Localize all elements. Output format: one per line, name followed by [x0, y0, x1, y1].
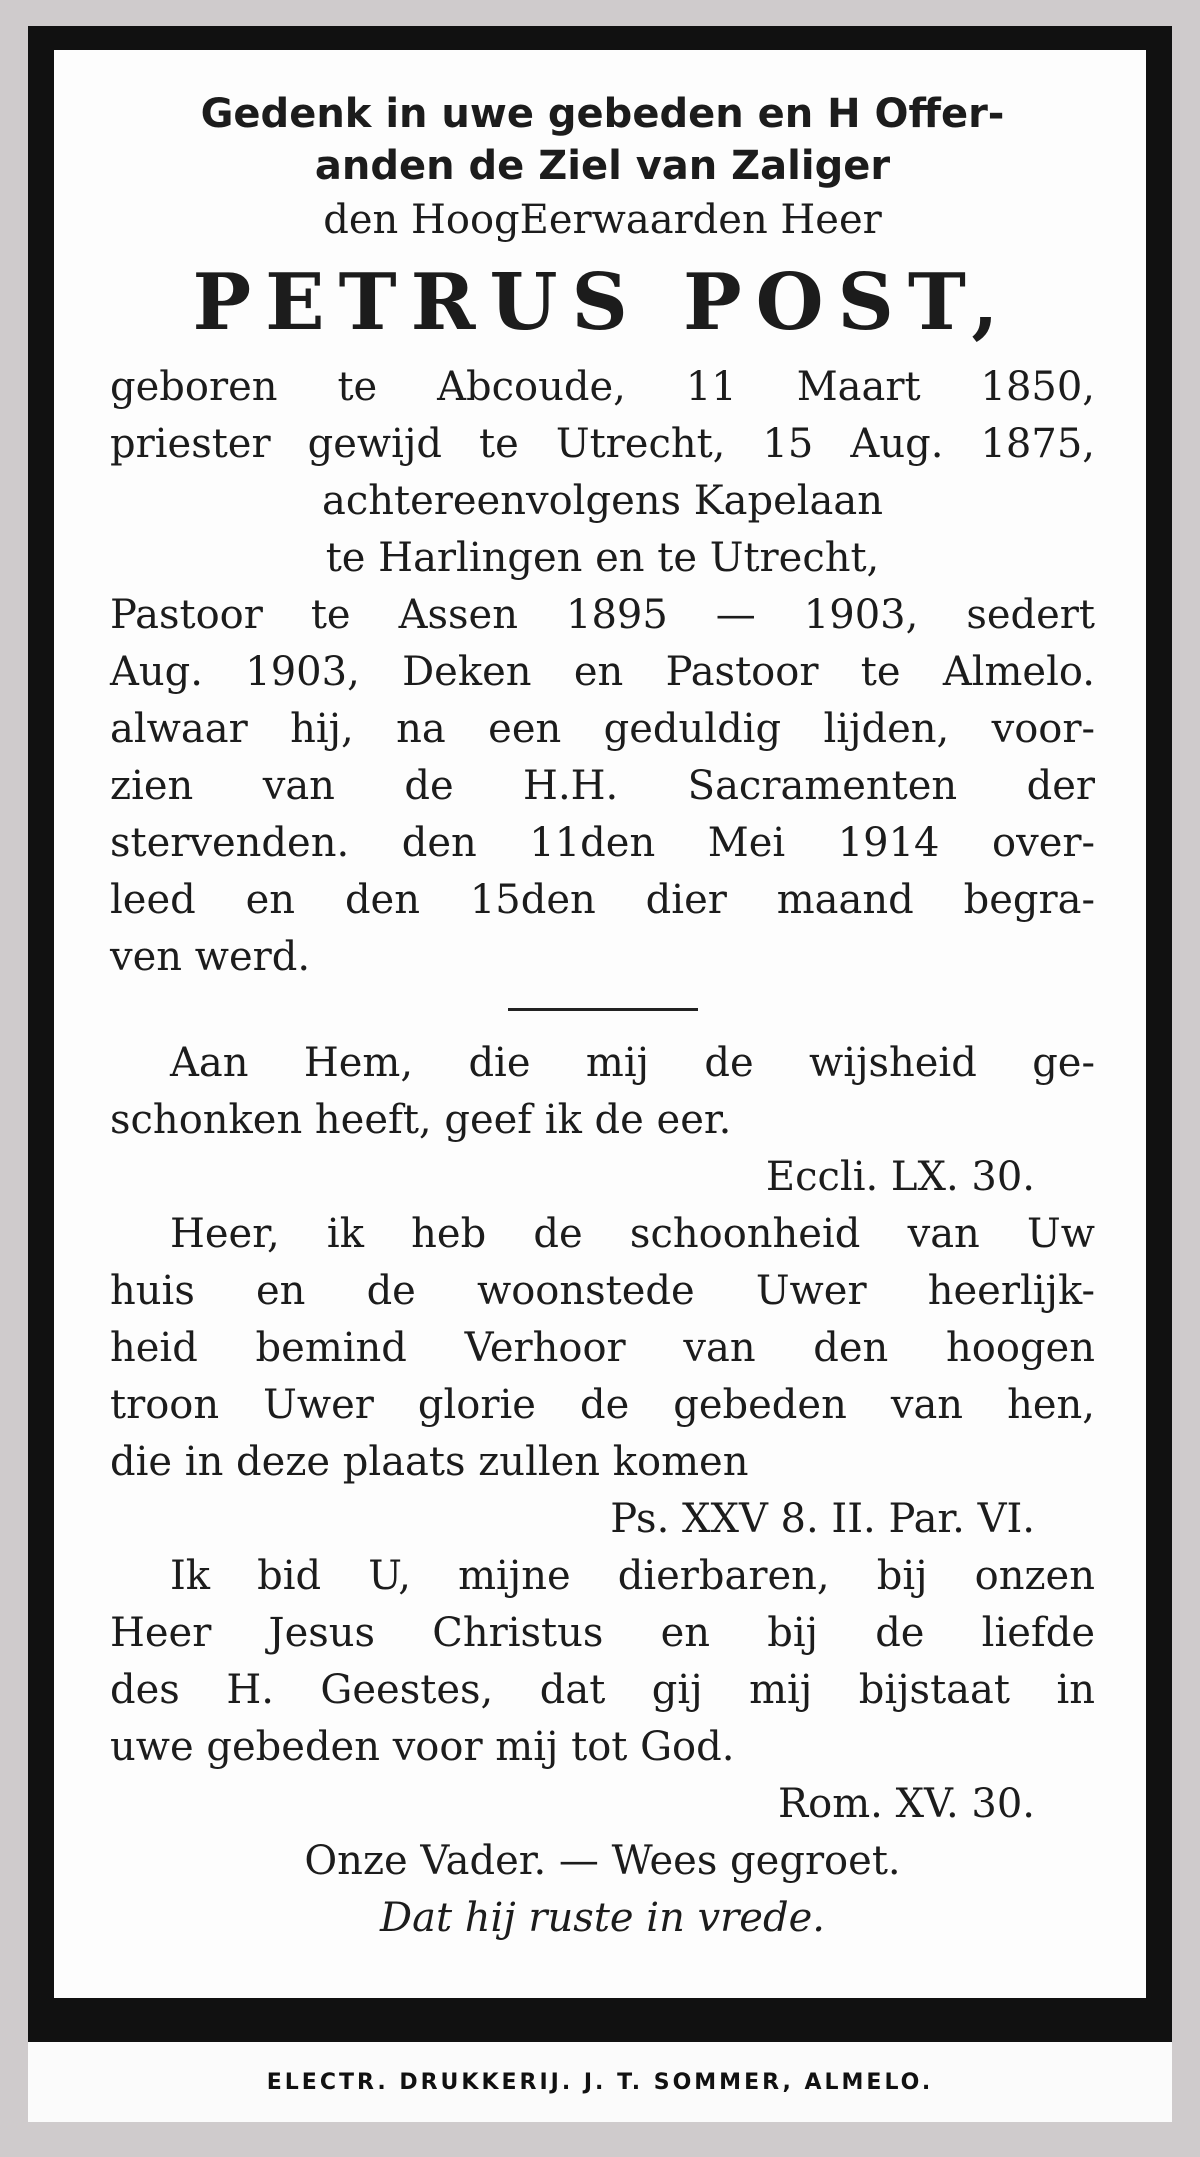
quote-line: heid bemind Verhoor van den hoogen — [110, 1325, 1095, 1371]
quote-block-1 — [110, 1035, 1095, 1206]
bio-line: Pastoor te Assen 1895 — 1903, sedert — [110, 592, 1095, 638]
quote-reference: Eccli. LX. 30. — [765, 1154, 1035, 1200]
bio-line: geboren te Abcoude, 11 Maart 1850, — [110, 364, 1095, 410]
bio-line: Aug. 1903, Deken en Pastoor te Almelo. — [110, 649, 1095, 695]
quote-line: Heer Jesus Christus en bij de liefde — [110, 1610, 1095, 1656]
divider-rule — [508, 1008, 698, 1011]
quote-line: troon Uwer glorie de gebeden van hen, — [110, 1382, 1095, 1428]
header-line-3: den HoogEerwaarden Heer — [323, 197, 882, 243]
bio-line: ven werd. — [110, 934, 311, 980]
quote-line: uwe gebeden voor mij tot God. — [110, 1724, 735, 1770]
header-line-1: Gedenk in uwe gebeden en H Offer- — [200, 91, 1005, 137]
bio-line: te Harlingen en te Utrecht, — [325, 535, 880, 581]
quote-line: Aan Hem, die mij de wijsheid ge- — [170, 1040, 1095, 1086]
deceased-name: PETRUS POST, — [192, 257, 1013, 348]
biography — [110, 359, 1095, 986]
quote-reference: Rom. XV. 30. — [778, 1781, 1035, 1827]
card-text — [110, 88, 1095, 1947]
bio-line: leed en den 15den dier maand begra- — [110, 877, 1095, 923]
quote-block-2 — [110, 1206, 1095, 1548]
bio-line: alwaar hij, na een geduldig lijden, voor- — [110, 706, 1095, 752]
quote-line: Heer, ik heb de schoonheid van Uw — [170, 1211, 1095, 1257]
printer-imprint: ELECTR. DRUKKERIJ. J. T. SOMMER, ALMELO. — [266, 2069, 934, 2095]
header-line-2: anden de Ziel van Zaliger — [314, 143, 891, 189]
quote-line: schonken heeft, geef ik de eer. — [110, 1097, 732, 1143]
quote-line: Ik bid U, mijne dierbaren, bij onzen — [170, 1553, 1095, 1599]
quote-reference: Ps. XXV 8. II. Par. VI. — [610, 1496, 1035, 1542]
prayers-line: Onze Vader. — Wees gegroet. — [304, 1838, 901, 1884]
bio-line: zien van de H.H. Sacramenten der — [110, 763, 1095, 809]
quote-line: huis en de woonstede Uwer heerlijk- — [110, 1268, 1095, 1314]
bio-line: priester gewijd te Utrecht, 15 Aug. 1875, — [110, 421, 1095, 467]
quote-line: des H. Geestes, dat gij mij bijstaat in — [110, 1667, 1095, 1713]
bio-line: achtereenvolgens Kapelaan — [322, 478, 883, 524]
quote-line: die in deze plaats zullen komen — [110, 1439, 749, 1485]
bio-line: stervenden. den 11den Mei 1914 over- — [110, 820, 1095, 866]
closing-line: Dat hij ruste in vrede. — [380, 1895, 825, 1941]
quote-block-3 — [110, 1548, 1095, 1833]
